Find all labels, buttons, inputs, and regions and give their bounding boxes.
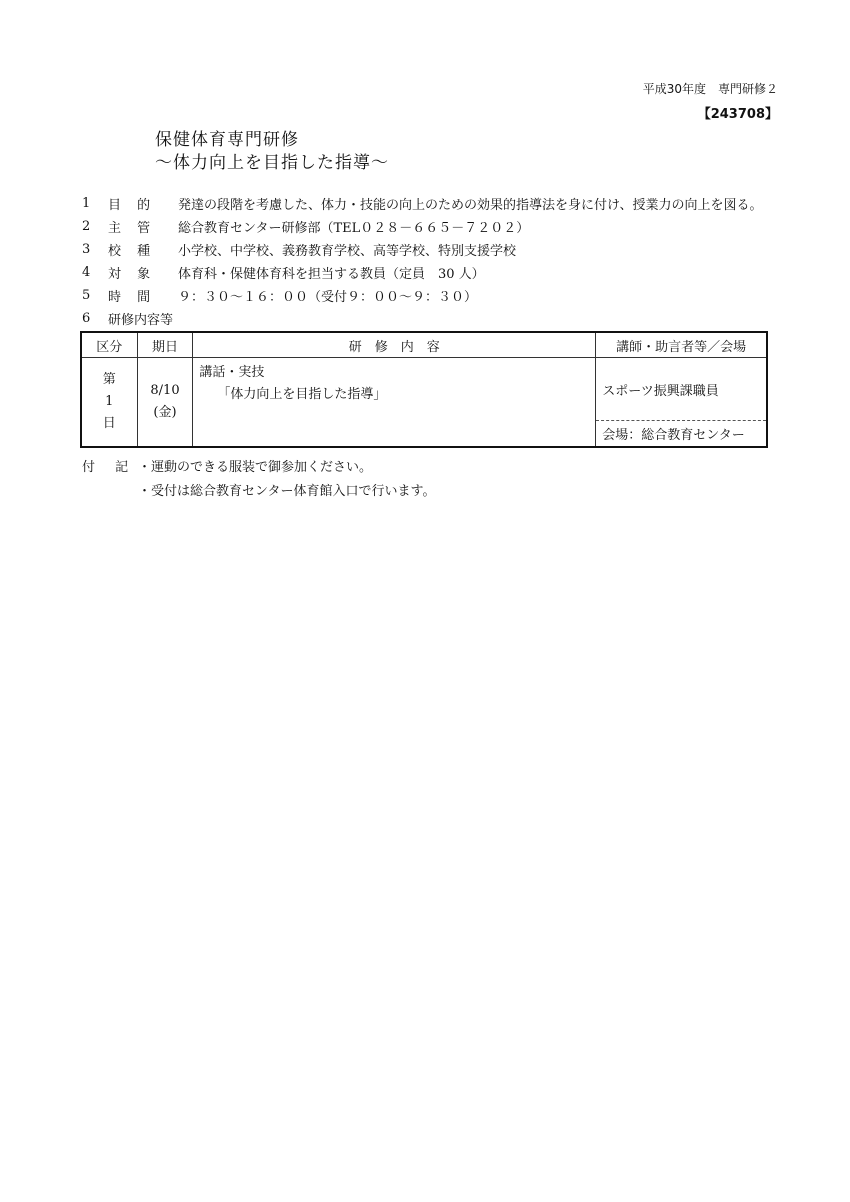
course-code: 【243708】: [697, 107, 778, 122]
header-date: 期日: [137, 332, 193, 358]
info-item-school-type: [82, 238, 762, 261]
day-line: 第: [102, 372, 116, 387]
item-number: 5: [82, 288, 91, 303]
lecturer-name: スポーツ振興課職員: [596, 358, 766, 421]
notes-label: 付 記: [82, 459, 137, 475]
day-line: 日: [102, 416, 116, 431]
schedule-table: [80, 331, 768, 448]
item-text: 発達の段階を考慮した、体力・技能の向上のための効果的指導法を身に付け、授業力の向上を図る。: [178, 198, 763, 213]
date-cell: [137, 358, 193, 448]
table-header-row: [81, 332, 767, 358]
day-cell: [81, 358, 137, 448]
item-number: 3: [82, 242, 91, 257]
item-text: 小学校、中学校、義務教育学校、高等学校、特別支援学校: [178, 244, 517, 259]
info-item-time: [82, 284, 762, 307]
item-number: 2: [82, 219, 91, 234]
notes-section: [82, 453, 435, 501]
item-text: ９：３０～１６：００（受付９：００～９：３０）: [178, 290, 478, 305]
page-title: 保健体育専門研修: [155, 130, 299, 150]
info-item-target: [82, 261, 762, 284]
info-item-organizer: [82, 215, 762, 238]
fiscal-year-label: 平成30年度 専門研修２: [642, 82, 778, 96]
content-subtitle: 「体力向上を目指した指導」: [217, 387, 387, 402]
item-number: 1: [82, 196, 91, 211]
item-label: 校 種: [108, 244, 157, 259]
item-label: 主 管: [108, 221, 157, 236]
note-item: ・受付は総合教育センター体育館入口で行います。: [138, 483, 436, 499]
info-list: [82, 192, 762, 330]
note-row: [82, 477, 435, 501]
item-number: 6: [82, 311, 91, 326]
lecturer-cell: [596, 358, 767, 448]
note-row: [82, 453, 435, 477]
date-line: 8/10: [150, 383, 180, 398]
note-item: ・運動のできる服装で御参加ください。: [138, 459, 373, 475]
page-subtitle: ～体力向上を目指した指導～: [155, 153, 389, 173]
item-number: 4: [82, 265, 91, 280]
item-label: 目 的: [108, 198, 157, 213]
item-label: 研修内容等: [108, 313, 174, 328]
info-item-purpose: [82, 192, 762, 215]
weekday-line: (金): [153, 405, 177, 420]
item-label: 時 間: [108, 290, 157, 305]
table-row: [81, 358, 767, 448]
content-cell: [193, 358, 596, 448]
header-content: 研 修 内 容: [193, 332, 596, 358]
item-text: 体育科・保健体育科を担当する教員（定員 30 人）: [178, 267, 485, 282]
info-item-content: [82, 307, 762, 330]
item-text: 総合教育センター研修部（TEL０２８－６６５－７２０２）: [178, 221, 530, 236]
day-line: 1: [105, 394, 114, 409]
header-lecturer: 講師・助言者等／会場: [596, 332, 767, 358]
header-division: 区分: [81, 332, 137, 358]
venue: 会場：総合教育センター: [602, 428, 745, 443]
content-title: 講話・実技: [199, 365, 265, 380]
item-label: 対 象: [108, 267, 157, 282]
